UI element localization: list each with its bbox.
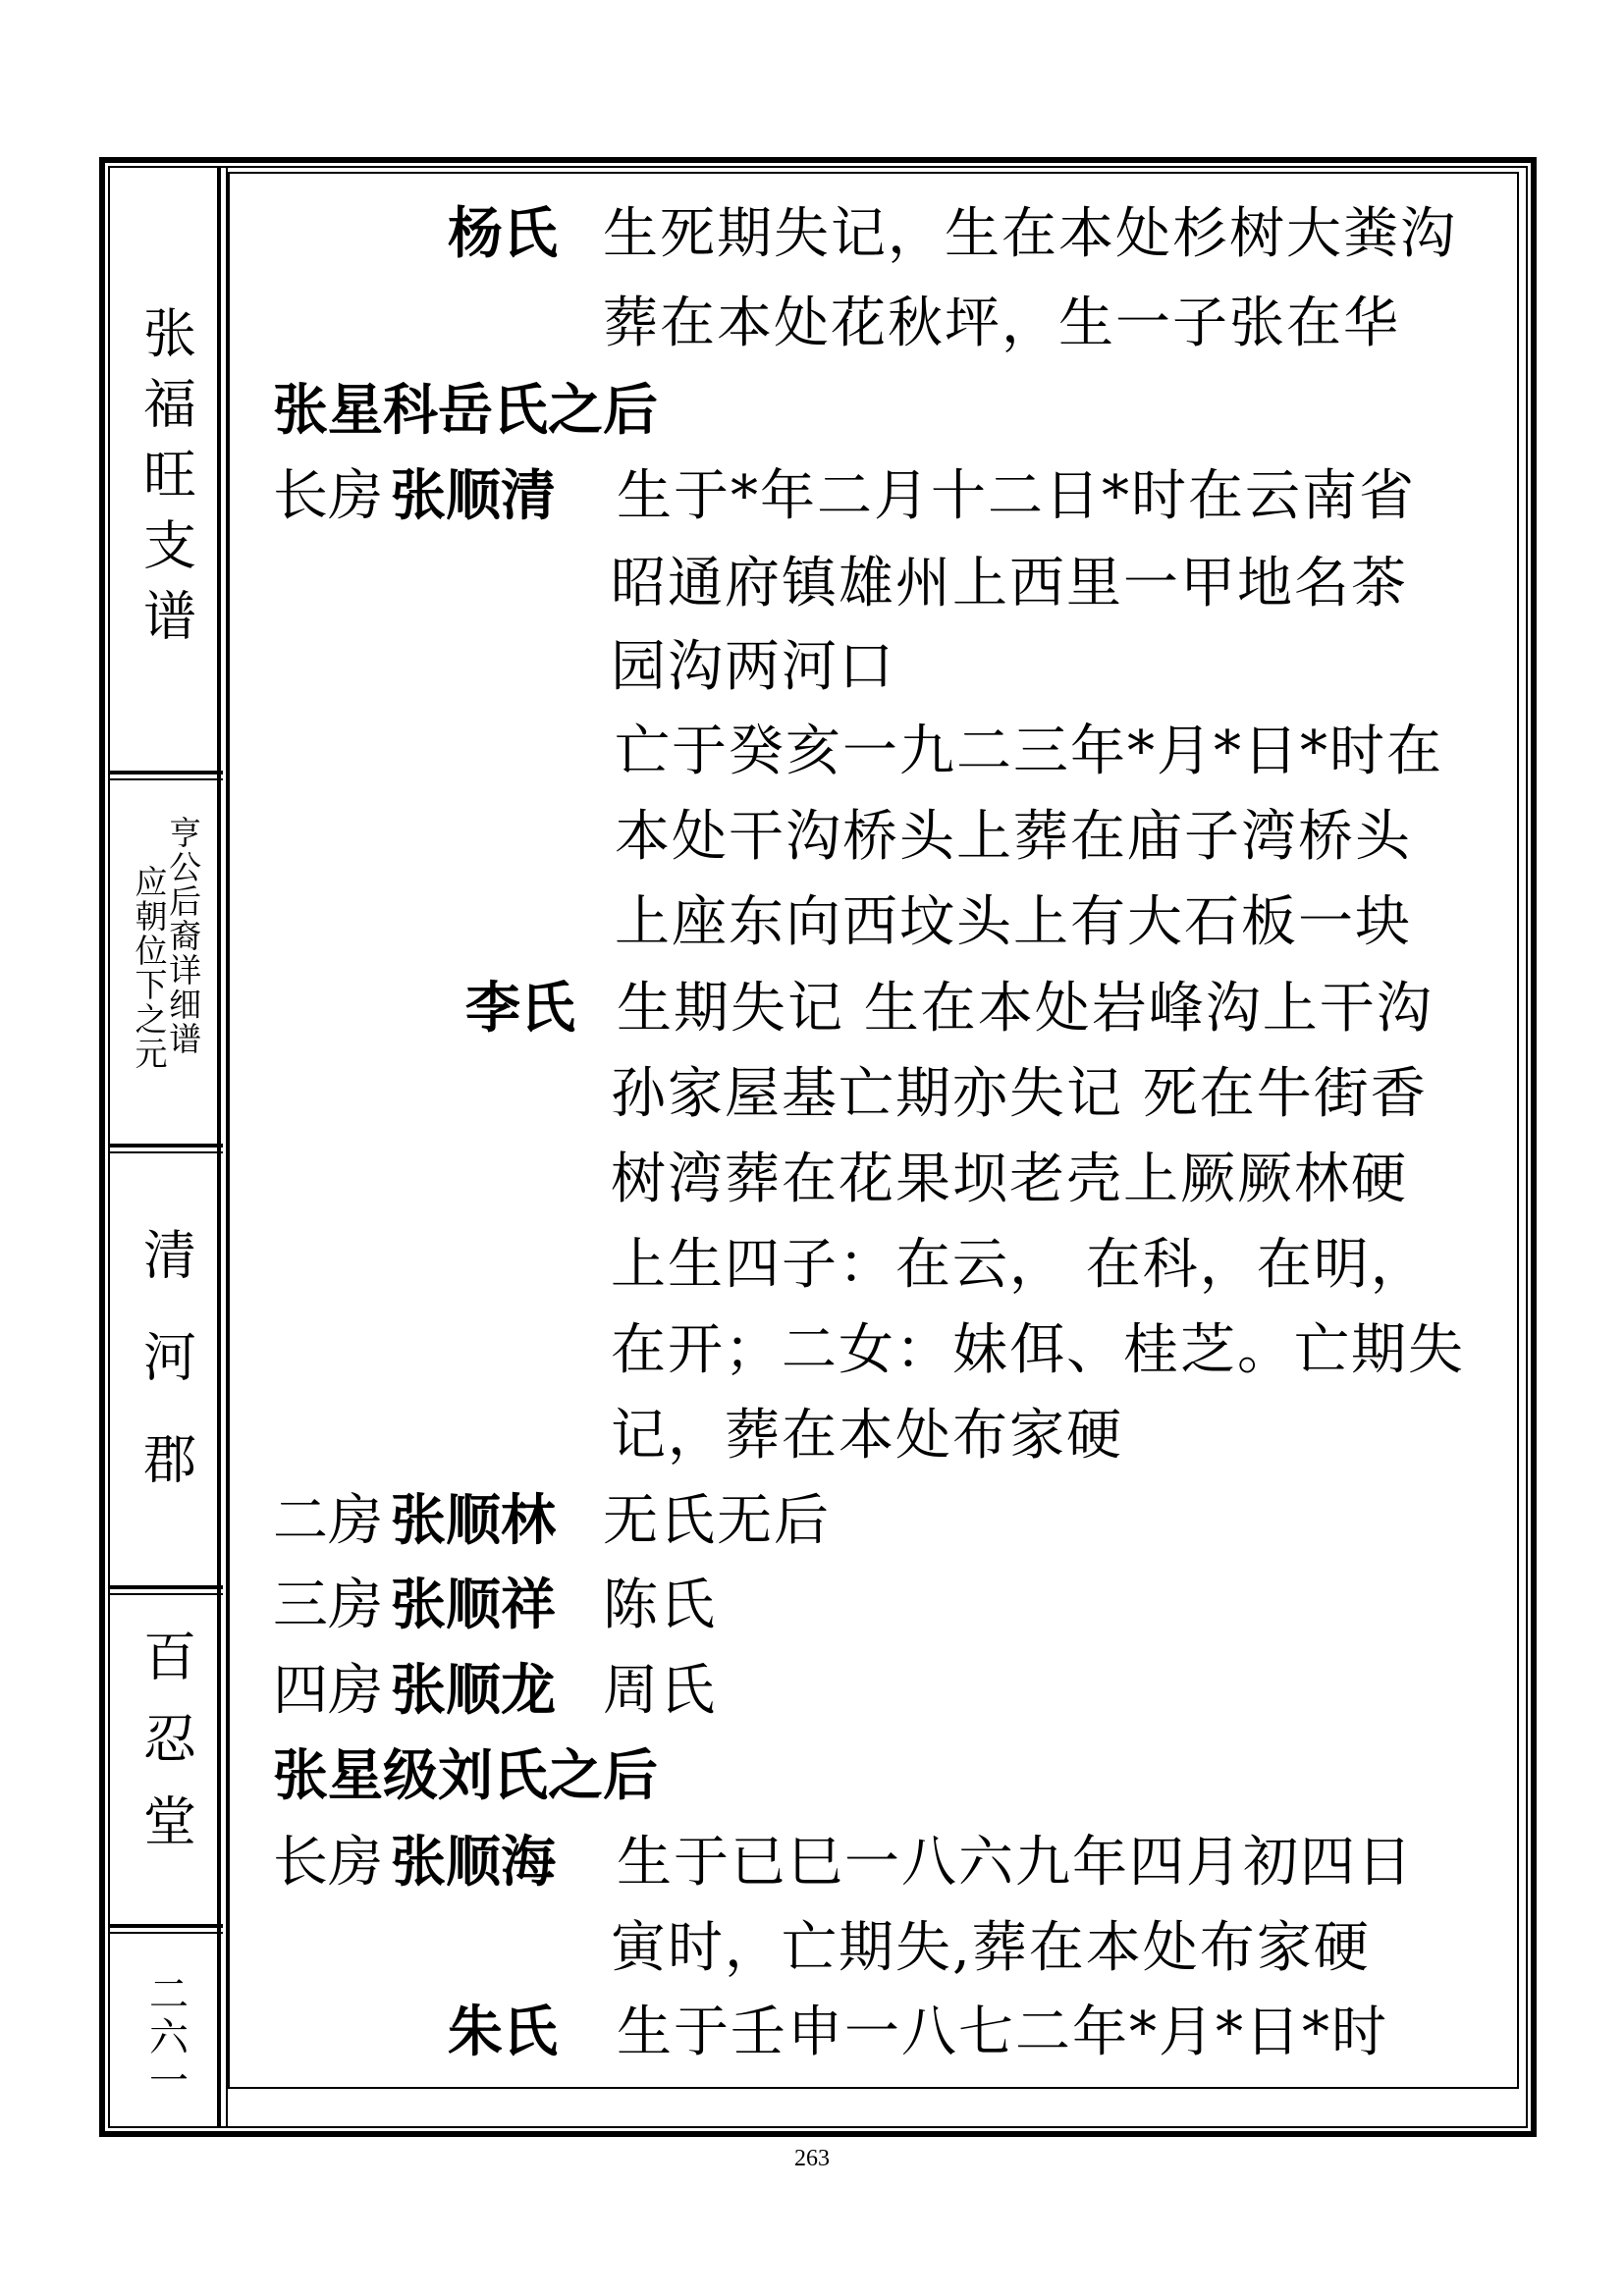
entry-prefix: 三房 [273, 1574, 383, 1637]
sidebar-title-cell [108, 172, 223, 771]
entry-line: 本处干沟桥头上葬在庙子湾桥头 [615, 805, 1412, 869]
entry-line: 生死期失记，生在本处杉树大粪沟 [603, 202, 1457, 266]
section-heading: 张星级刘氏之后 [273, 1744, 658, 1808]
entry-line: 寅时，亡期失,葬在本处布家硬 [611, 1916, 1371, 1980]
sidebar-page-cell [108, 1934, 223, 2120]
sidebar-separator [108, 1144, 223, 1148]
entry-line: 无氏无后 [603, 1489, 831, 1553]
entry-line: 葬在本处花秋坪，生一子张在华 [603, 292, 1400, 355]
sidebar-separator [108, 1924, 223, 1928]
section-heading: 张星科岳氏之后 [273, 379, 658, 443]
entry-line: 记，葬在本处布家硬 [611, 1404, 1123, 1468]
entry-prefix: 二房 [273, 1489, 383, 1553]
sidebar-subtitle [130, 816, 203, 1071]
entry-label: 张顺海 [391, 1831, 556, 1895]
entry-prefix: 四房 [273, 1659, 383, 1723]
entry-line: 生于已巳一八六九年四月初四日 [617, 1831, 1414, 1895]
entry-line: 亡于癸亥一九二三年*月*日*时在 [615, 720, 1443, 783]
sidebar-subtitle-col1: 亨公后裔详细谱 [164, 816, 203, 1056]
sidebar-title: 张福旺支谱 [135, 305, 197, 659]
entry-label: 张顺龙 [391, 1659, 556, 1723]
sidebar-separator [108, 1585, 223, 1589]
entry-line: 在开；二女：妹佴、桂芝。亡期失 [611, 1318, 1465, 1382]
entry-line: 上生四子：在云， 在科，在明， [611, 1233, 1428, 1297]
sidebar-hall: 百忍堂 [135, 1629, 197, 1876]
entry-line: 生于壬申一八七二年*月*日*时 [617, 2001, 1388, 2064]
entry-line: 生期失记 生在本处岩峰沟上干沟 [617, 977, 1434, 1041]
sidebar-subtitle-col2: 应朝位下之元 [130, 865, 169, 1071]
page-number: 263 [794, 2146, 830, 2171]
entry-label: 朱氏 [448, 2001, 558, 2064]
entry-prefix: 长房 [273, 464, 383, 528]
entry-line: 生于*年二月十二日*时在云南省 [617, 464, 1416, 528]
sidebar-hall-cell [108, 1595, 223, 1924]
sidebar-region: 清河郡 [135, 1227, 197, 1533]
entry-label: 李氏 [465, 977, 575, 1041]
entry-prefix: 长房 [273, 1831, 383, 1895]
entry-line: 上座东向西坟头上有大石板一块 [615, 890, 1412, 954]
sidebar-page-number: 二六一 [142, 1973, 189, 2103]
entry-line: 周氏 [603, 1659, 717, 1723]
entry-line: 昭通府镇雄州上西里一甲地名茶 [611, 552, 1408, 615]
entry-line: 孙家屋基亡期亦失记 死在牛街香 [611, 1062, 1428, 1126]
entry-label: 张顺祥 [391, 1574, 556, 1637]
sidebar-separator [108, 771, 223, 774]
entry-line: 陈氏 [603, 1574, 717, 1637]
entry-label: 杨氏 [448, 202, 558, 266]
entry-line: 园沟两河口 [611, 635, 895, 699]
entry-label: 张顺林 [391, 1489, 556, 1553]
entry-label: 张顺清 [391, 464, 556, 528]
entry-line: 树湾葬在花果坝老壳上厥厥林硬 [611, 1148, 1408, 1211]
sidebar-region-cell [108, 1153, 223, 1585]
sidebar-subtitle-cell [108, 780, 223, 1144]
